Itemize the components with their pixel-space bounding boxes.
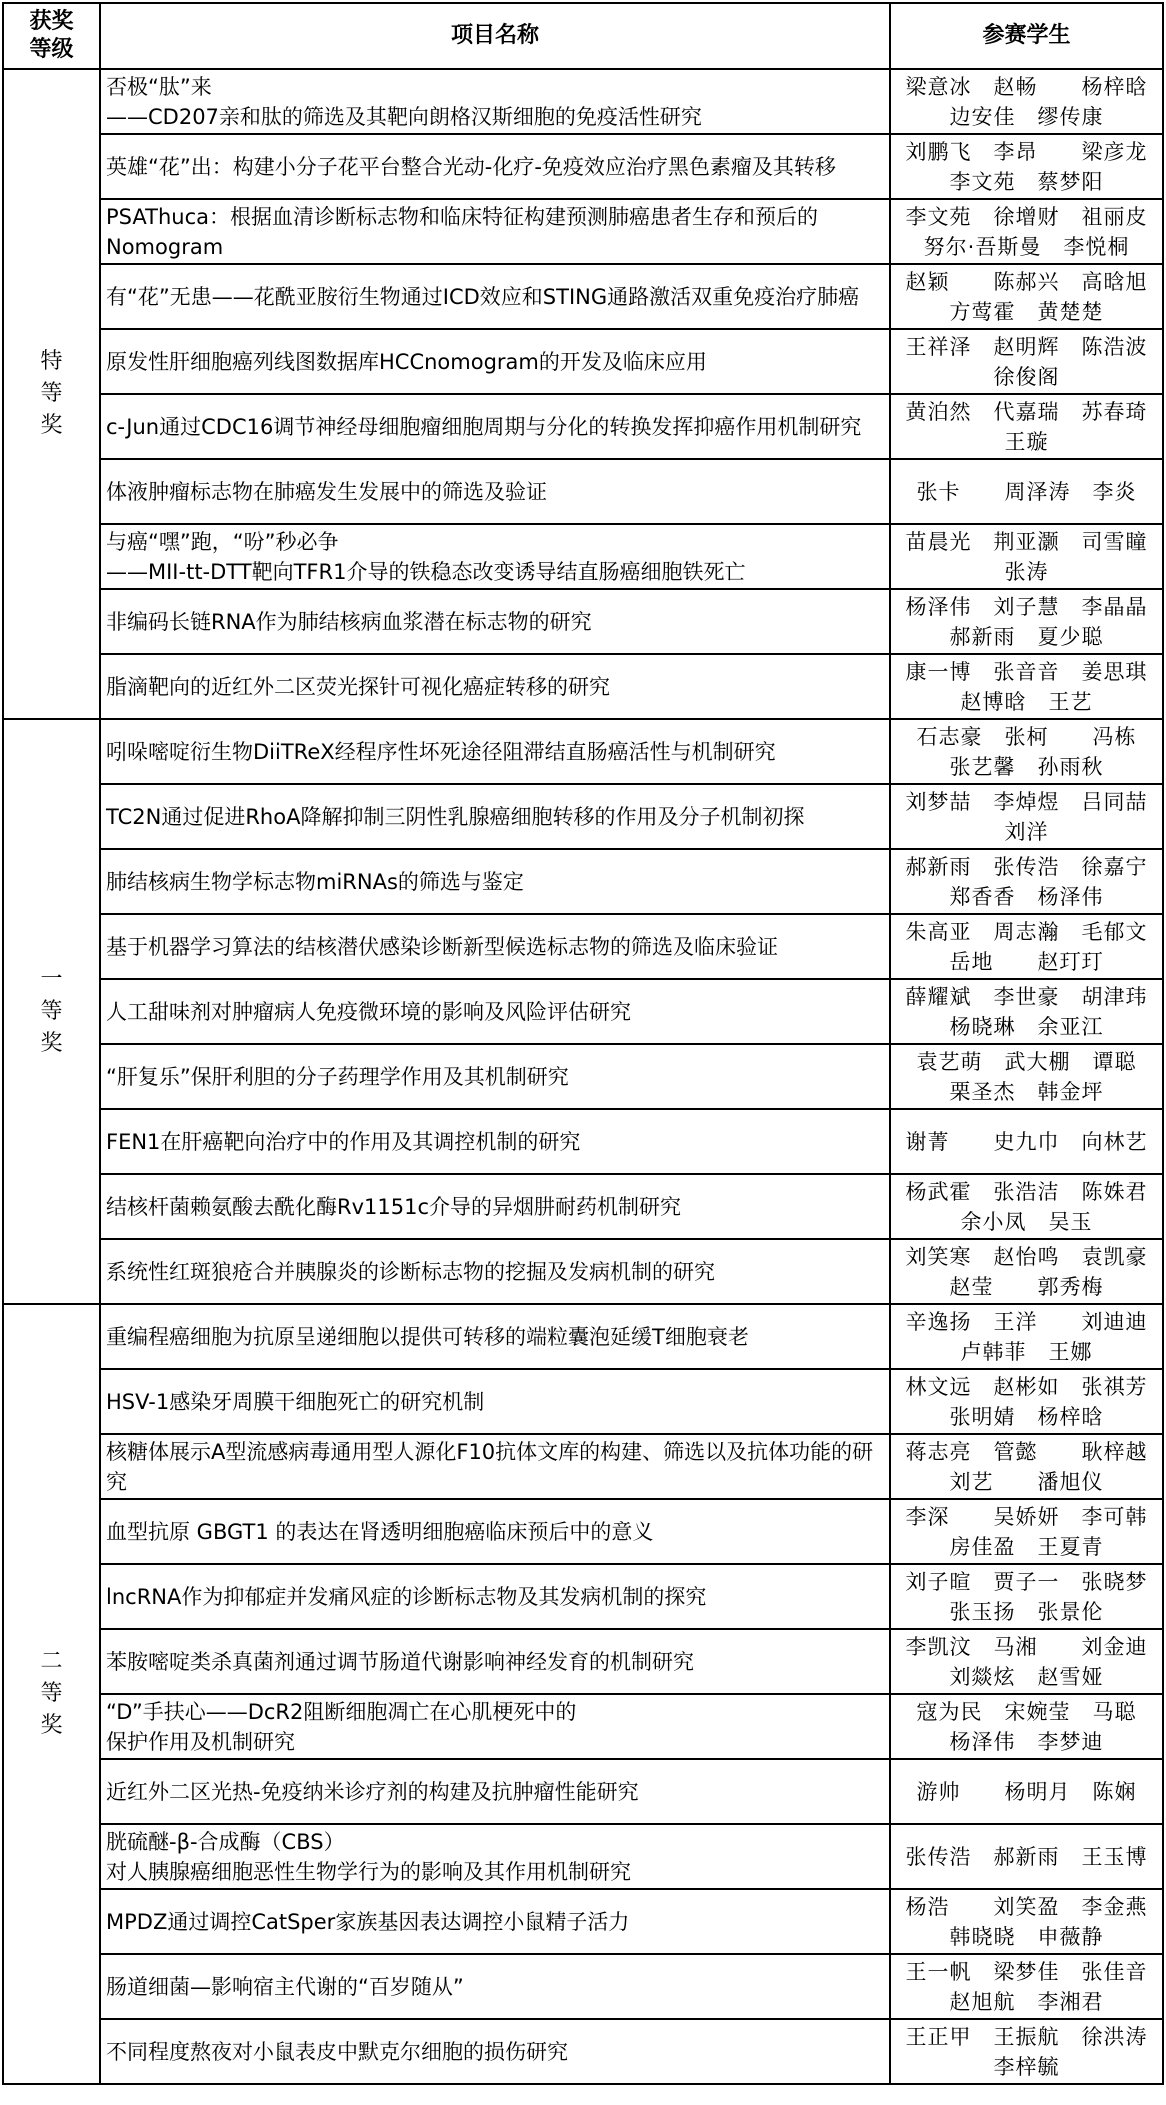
student-names-text: 努尔·吾斯曼 李悦桐 [923, 234, 1130, 259]
table-row [3, 524, 1163, 589]
project-name-text: TC2N通过促进RhoA降解抑制三阴性乳腺癌细胞转移的作用及分子机制初探 [106, 804, 805, 829]
students-cell [890, 134, 1163, 199]
project-name-cell [100, 979, 890, 1044]
project-name-cell [100, 69, 890, 134]
student-names-text: 方莺霍 黄楚楚 [949, 299, 1104, 324]
student-names-text: 黄泊然 代嘉瑞 苏春琦 [905, 399, 1148, 424]
student-names-text: 刘艺 潘旭仪 [949, 1469, 1104, 1494]
project-name-cell [100, 1499, 890, 1564]
student-names-text: 李文苑 蔡梦阳 [949, 169, 1104, 194]
table-row [3, 1629, 1163, 1694]
project-name-text: HSV-1感染牙周膜干细胞死亡的研究机制 [106, 1389, 485, 1414]
project-name-cell [100, 1954, 890, 2019]
student-names-text: 朱高亚 周志瀚 毛郁文 [905, 919, 1148, 944]
student-names-text: 余小凤 吴玉 [960, 1209, 1093, 1234]
project-name-text: 英雄“花”出：构建小分子花平台整合光动-化疗-免疫效应治疗黑色素瘤及其转移 [106, 154, 836, 179]
students-cell [890, 654, 1163, 719]
project-name-text: 吲哚嘧啶衍生物DiiTReX经程序性坏死途径阻滞结直肠癌活性与机制研究 [106, 739, 776, 764]
project-name-text: 人工甜味剂对肿瘤病人免疫微环境的影响及风险评估研究 [106, 999, 631, 1024]
students-cell [890, 2019, 1163, 2084]
project-name-cell [100, 134, 890, 199]
project-name-text: 非编码长链RNA作为肺结核病血浆潜在标志物的研究 [106, 609, 592, 634]
student-names-text: 李深 吴娇妍 李可韩 [905, 1504, 1148, 1529]
project-name-text: 脂滴靶向的近红外二区荧光探针可视化癌症转移的研究 [106, 674, 610, 699]
table-row [3, 1109, 1163, 1174]
project-name-cell [100, 1629, 890, 1694]
project-name-text: MPDZ通过调控CatSper家族基因表达调控小鼠精子活力 [106, 1909, 630, 1934]
student-names-text: 边安佳 缪传康 [949, 104, 1104, 129]
table-header-row [3, 3, 1163, 69]
table-row [3, 589, 1163, 654]
students-cell [890, 1629, 1163, 1694]
project-name-text: 结核杆菌赖氨酸去酰化酶Rv1151c介导的异烟肼耐药机制研究 [106, 1194, 682, 1219]
project-name-text: ——MII-tt-DTT靶向TFR1介导的铁稳态改变诱导结直肠癌细胞铁死亡 [106, 559, 746, 584]
project-name-cell [100, 914, 890, 979]
table-row [3, 1369, 1163, 1434]
students-cell [890, 69, 1163, 134]
student-names-text: 韩晓晓 申薇静 [949, 1924, 1104, 1949]
project-name-text: 保护作用及机制研究 [106, 1729, 295, 1754]
table-row [3, 1759, 1163, 1824]
award-level-label: 一等奖 [40, 966, 63, 1056]
project-name-cell [100, 849, 890, 914]
project-name-cell [100, 1239, 890, 1304]
student-names-text: 张传浩 郝新雨 王玉博 [905, 1844, 1148, 1869]
students-cell [890, 1239, 1163, 1304]
students-cell [890, 1564, 1163, 1629]
students-cell [890, 849, 1163, 914]
student-names-text: 蒋志亮 管懿 耿梓越 [905, 1439, 1148, 1464]
project-name-cell [100, 719, 890, 784]
table-row [3, 1239, 1163, 1304]
table-row [3, 1824, 1163, 1889]
project-name-cell [100, 1304, 890, 1369]
student-names-text: 郑香香 杨泽伟 [949, 884, 1104, 909]
student-names-text: 张涛 [1004, 559, 1049, 584]
project-name-cell [100, 784, 890, 849]
student-names-text: 寇为民 宋婉莹 马聪 [916, 1699, 1137, 1724]
student-names-text: 谢菁 史九巾 向林艺 [905, 1129, 1148, 1154]
header-project: 项目名称 [100, 3, 890, 69]
students-cell [890, 329, 1163, 394]
project-name-cell [100, 1694, 890, 1759]
student-names-text: 林文远 赵彬如 张祺芳 [905, 1374, 1148, 1399]
project-name-text: 胱硫醚-β-合成酶（CBS） [106, 1829, 345, 1854]
students-cell [890, 1824, 1163, 1889]
table-row [3, 134, 1163, 199]
student-names-text: 郝新雨 张传浩 徐嘉宁 [905, 854, 1148, 879]
table-row [3, 1694, 1163, 1759]
student-names-text: 李梓毓 [993, 2054, 1060, 2079]
table-row [3, 1434, 1163, 1499]
student-names-text: 张艺馨 孙雨秋 [949, 754, 1104, 779]
student-names-text: 王璇 [1004, 429, 1049, 454]
table-row [3, 719, 1163, 784]
table-row [3, 654, 1163, 719]
project-name-cell [100, 1174, 890, 1239]
project-name-text: 肺结核病生物学标志物miRNAs的筛选与鉴定 [106, 869, 524, 894]
students-cell [890, 1954, 1163, 2019]
project-name-text: “肝复乐”保肝利胆的分子药理学作用及其机制研究 [106, 1064, 569, 1089]
table-row [3, 394, 1163, 459]
award-level-cell [3, 69, 100, 719]
table-row [3, 1564, 1163, 1629]
table-row [3, 264, 1163, 329]
student-names-text: 刘子暄 贾子一 张晓梦 [905, 1569, 1148, 1594]
award-level-cell [3, 1304, 100, 2084]
project-name-text: 近红外二区光热-免疫纳米诊疗剂的构建及抗肿瘤性能研究 [106, 1779, 639, 1804]
student-names-text: 刘鹏飞 李昂 梁彦龙 [905, 139, 1148, 164]
table-row [3, 914, 1163, 979]
project-name-cell [100, 1824, 890, 1889]
students-cell [890, 1174, 1163, 1239]
student-names-text: 辛逸扬 王洋 刘迪迪 [905, 1309, 1148, 1334]
project-name-cell [100, 589, 890, 654]
student-names-text: 刘梦喆 李焯煜 吕同喆 [905, 789, 1148, 814]
project-name-cell [100, 1889, 890, 1954]
student-names-text: 游帅 杨明月 陈娴 [916, 1779, 1137, 1804]
project-name-cell [100, 199, 890, 264]
student-names-text: 康一博 张音音 姜思琪 [905, 659, 1148, 684]
table-row [3, 979, 1163, 1044]
students-cell [890, 524, 1163, 589]
project-name-text: 有“花”无患——花酰亚胺衍生物通过ICD效应和STING通路激活双重免疫治疗肺癌 [106, 284, 860, 309]
student-names-text: 张明婧 杨梓晗 [949, 1404, 1104, 1429]
project-name-text: lncRNA作为抑郁症并发痛风症的诊断标志物及其发病机制的探究 [106, 1584, 707, 1609]
students-cell [890, 589, 1163, 654]
table-row [3, 1889, 1163, 1954]
student-names-text: 赵颖 陈郝兴 高晗旭 [905, 269, 1148, 294]
students-cell [890, 914, 1163, 979]
students-cell [890, 1889, 1163, 1954]
table-row [3, 459, 1163, 524]
project-name-cell [100, 1564, 890, 1629]
student-names-text: 梁意冰 赵畅 杨梓晗 [905, 74, 1148, 99]
table-row [3, 1954, 1163, 2019]
student-names-text: 李文苑 徐增财 祖丽皮 [905, 204, 1148, 229]
award-table [2, 2, 1164, 2085]
project-name-text: 不同程度熬夜对小鼠表皮中默克尔细胞的损伤研究 [106, 2039, 568, 2064]
student-names-text: 杨泽伟 刘子慧 李晶晶 [905, 594, 1148, 619]
student-names-text: 王祥泽 赵明辉 陈浩波 [905, 334, 1148, 359]
student-names-text: 石志豪 张柯 冯栋 [916, 724, 1137, 749]
project-name-text: FEN1在肝癌靶向治疗中的作用及其调控机制的研究 [106, 1129, 581, 1154]
project-name-text: ——CD207亲和肽的筛选及其靶向朗格汉斯细胞的免疫活性研究 [106, 104, 702, 129]
students-cell [890, 784, 1163, 849]
students-cell [890, 979, 1163, 1044]
project-name-cell [100, 1369, 890, 1434]
project-name-cell [100, 654, 890, 719]
project-name-text: 基于机器学习算法的结核潜伏感染诊断新型候选标志物的筛选及临床验证 [106, 934, 778, 959]
student-names-text: 杨泽伟 李梦迪 [949, 1729, 1104, 1754]
table-row [3, 1304, 1163, 1369]
project-name-text: 与癌“嘿”跑，“吩”秒必争 [106, 529, 339, 554]
students-cell [890, 1369, 1163, 1434]
project-name-text: 原发性肝细胞癌列线图数据库HCCnomogram的开发及临床应用 [106, 349, 707, 374]
students-cell [890, 1044, 1163, 1109]
student-names-text: 刘笑寒 赵怡鸣 袁凯豪 [905, 1244, 1148, 1269]
student-names-text: 房佳盈 王夏青 [949, 1534, 1104, 1559]
project-name-text: c-Jun通过CDC16调节神经母细胞瘤细胞周期与分化的转换发挥抑癌作用机制研究 [106, 414, 862, 439]
table-row [3, 849, 1163, 914]
project-name-cell [100, 1109, 890, 1174]
project-name-cell [100, 1759, 890, 1824]
project-name-cell [100, 264, 890, 329]
project-name-text: “D”手扶心——DcR2阻断细胞凋亡在心肌梗死中的 [106, 1699, 577, 1724]
students-cell [890, 1759, 1163, 1824]
student-names-text: 岳地 赵玎玎 [949, 949, 1104, 974]
student-names-text: 李凯汶 马湘 刘金迪 [905, 1634, 1148, 1659]
award-level-label: 特等奖 [40, 349, 63, 438]
student-names-text: 张卡 周泽涛 李炎 [916, 479, 1137, 504]
table-row [3, 329, 1163, 394]
project-name-text: 血型抗原 GBGT1 的表达在肾透明细胞癌临床预后中的意义 [106, 1519, 654, 1544]
student-names-text: 袁艺萌 武大棚 谭聪 [916, 1049, 1137, 1074]
students-cell [890, 459, 1163, 524]
project-name-text: 重编程癌细胞为抗原呈递细胞以提供可转移的端粒囊泡延缓T细胞衰老 [106, 1324, 749, 1349]
award-level-cell [3, 719, 100, 1304]
student-names-text: 栗圣杰 韩金坪 [949, 1079, 1104, 1104]
students-cell [890, 1109, 1163, 1174]
student-names-text: 刘洋 [1004, 819, 1049, 844]
student-names-text: 刘燚炫 赵雪娅 [949, 1664, 1104, 1689]
students-cell [890, 264, 1163, 329]
student-names-text: 郝新雨 夏少聪 [949, 624, 1104, 649]
students-cell [890, 199, 1163, 264]
project-name-text: 否极“肽”来 [106, 74, 212, 99]
students-cell [890, 394, 1163, 459]
project-name-cell [100, 524, 890, 589]
student-names-text: 王一帆 梁梦佳 张佳音 [905, 1959, 1148, 1984]
award-table-body [3, 69, 1163, 2084]
table-row [3, 1174, 1163, 1239]
student-names-text: 杨浩 刘笑盈 李金燕 [905, 1894, 1148, 1919]
students-cell [890, 1499, 1163, 1564]
students-cell [890, 1304, 1163, 1369]
student-names-text: 杨晓琳 余亚江 [949, 1014, 1104, 1039]
project-name-cell [100, 1044, 890, 1109]
project-name-text: 系统性红斑狼疮合并胰腺炎的诊断标志物的挖掘及发病机制的研究 [106, 1259, 715, 1284]
project-name-cell [100, 329, 890, 394]
table-row [3, 1499, 1163, 1564]
project-name-text: 对人胰腺癌细胞恶性生物学行为的影响及其作用机制研究 [106, 1859, 631, 1884]
project-name-text: PSAThuca：根据血清诊断标志物和临床特征构建预测肺癌患者生存和预后的Nomogram [106, 204, 818, 259]
project-name-text: 核糖体展示A型流感病毒通用型人源化F10抗体文库的构建、筛选以及抗体功能的研究 [106, 1439, 874, 1494]
project-name-text: 体液肿瘤标志物在肺癌发生发展中的筛选及验证 [106, 479, 547, 504]
table-row [3, 784, 1163, 849]
table-row [3, 2019, 1163, 2084]
students-cell [890, 1434, 1163, 1499]
student-names-text: 徐俊阁 [993, 364, 1060, 389]
project-name-cell [100, 2019, 890, 2084]
project-name-text: 肠道细菌—影响宿主代谢的“百岁随从” [106, 1974, 464, 1999]
header-level: 获奖等级 [3, 3, 100, 69]
table-row [3, 69, 1163, 134]
project-name-cell [100, 1434, 890, 1499]
table-row [3, 1044, 1163, 1109]
student-names-text: 赵莹 郭秀梅 [949, 1274, 1104, 1299]
project-name-cell [100, 394, 890, 459]
project-name-cell [100, 459, 890, 524]
student-names-text: 张玉扬 张景伦 [949, 1599, 1104, 1624]
students-cell [890, 719, 1163, 784]
student-names-text: 卢韩菲 王娜 [960, 1339, 1093, 1364]
project-name-text: 苯胺嘧啶类杀真菌剂通过调节肠道代谢影响神经发育的机制研究 [106, 1649, 694, 1674]
student-names-text: 苗晨光 荆亚灏 司雪瞳 [905, 529, 1148, 554]
student-names-text: 杨武霍 张浩洁 陈姝君 [905, 1179, 1148, 1204]
students-cell [890, 1694, 1163, 1759]
student-names-text: 王正甲 王振航 徐洪涛 [905, 2024, 1148, 2049]
table-row [3, 199, 1163, 264]
header-students: 参赛学生 [890, 3, 1163, 69]
award-level-label: 二等奖 [40, 1649, 63, 1738]
student-names-text: 赵博晗 王艺 [960, 689, 1093, 714]
student-names-text: 赵旭航 李湘君 [949, 1989, 1104, 2014]
student-names-text: 薛耀斌 李世豪 胡津玮 [905, 984, 1148, 1009]
